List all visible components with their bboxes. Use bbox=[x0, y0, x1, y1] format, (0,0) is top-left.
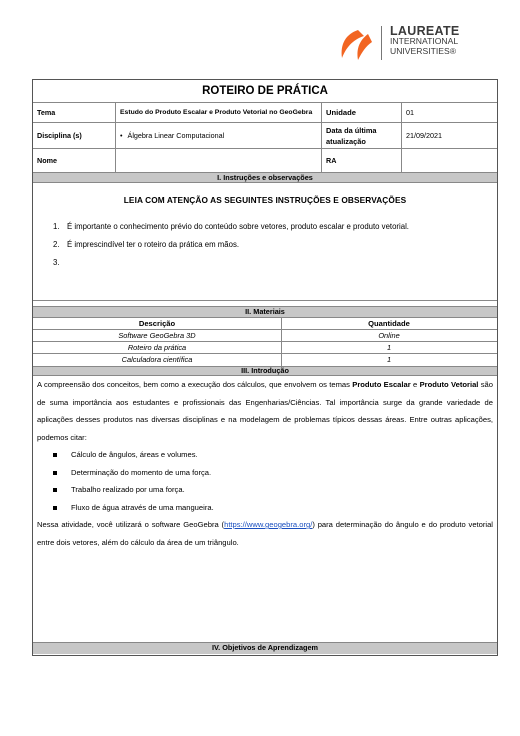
practice-guide-document bbox=[32, 79, 498, 656]
item-number: 3. bbox=[53, 258, 60, 267]
section-introducao-header: III. Introdução bbox=[33, 366, 497, 376]
item-number: 1. bbox=[53, 222, 60, 231]
bullet-text: Fluxo de água através de uma mangueira. bbox=[71, 502, 214, 512]
logo-line-3: UNIVERSITIES® bbox=[390, 46, 457, 56]
square-bullet-icon bbox=[53, 506, 57, 510]
material-qty: Online bbox=[378, 331, 400, 340]
disciplina-value: Álgebra Linear Computacional bbox=[127, 131, 225, 140]
material-qty: 1 bbox=[386, 343, 392, 352]
data-atualizacao-label: Data da última atualização bbox=[321, 123, 401, 148]
bullet-text: Determinação do momento de uma força. bbox=[71, 467, 212, 477]
square-bullet-icon bbox=[53, 471, 57, 475]
materials-col-quantidade: Quantidade bbox=[368, 319, 410, 328]
activity-text: ) para determinação do ângulo e do produto vetorial entre dois vetores, além do cálculo da área de um triângulo. bbox=[37, 520, 493, 547]
tema-label: Tema bbox=[37, 108, 56, 117]
disciplina-cell bbox=[115, 123, 321, 148]
material-desc: Software GeoGebra 3D bbox=[118, 331, 196, 340]
section-objetivos-header: IV. Objetivos de Aprendizagem bbox=[33, 642, 497, 654]
data-atualizacao-value: 21/09/2021 bbox=[401, 123, 497, 148]
bullet-text: Trabalho realizado por uma força. bbox=[71, 485, 185, 494]
divider bbox=[33, 300, 497, 301]
laureate-logo bbox=[338, 24, 468, 64]
tema-value: Estudo do Produto Escalar e Produto Vetorial no GeoGebra bbox=[115, 103, 321, 122]
intro-paragraph bbox=[37, 376, 493, 446]
intro-text: são de suma importância aos estudantes e profissionais das Engenharias/Ciências. Tal importância surge da grande variedade de aplicações desses produtos nas diversas disciplinas e na modelagem de problemas típicos dessas áreas. Entre outras aplicações, podemos citar: bbox=[37, 380, 493, 442]
activity-paragraph bbox=[37, 516, 493, 551]
unidade-value: 01 bbox=[401, 103, 497, 122]
logo-line-1: LAUREATE bbox=[390, 24, 460, 38]
intro-bold-term: Produto Vetorial bbox=[419, 380, 479, 389]
materials-col-descricao: Descrição bbox=[138, 319, 176, 328]
item-text: É imprescindível ter o roteiro da prática em mãos. bbox=[67, 240, 240, 249]
intro-text: A compreensão dos conceitos, bem como a execução dos cálculos, que envolvem os temas bbox=[37, 380, 353, 389]
item-text: É importante o conhecimento prévio do conteúdo sobre vetores, produto escalar e produto vetorial. bbox=[67, 222, 409, 231]
material-desc: Calculadora científica bbox=[121, 355, 193, 364]
square-bullet-icon bbox=[53, 453, 57, 457]
intro-bold-term: Produto Escalar bbox=[352, 380, 411, 389]
ra-value[interactable] bbox=[401, 149, 497, 172]
nome-row bbox=[33, 148, 497, 172]
section-instrucoes-header: I. Instruções e observações bbox=[33, 172, 497, 183]
laureate-flame-icon bbox=[338, 28, 374, 62]
nome-value[interactable] bbox=[115, 149, 321, 172]
item-number: 2. bbox=[53, 240, 60, 249]
bullet-text: Cálculo de ângulos, áreas e volumes. bbox=[71, 450, 198, 459]
logo-text bbox=[390, 26, 460, 56]
document-title: ROTEIRO DE PRÁTICA bbox=[202, 85, 328, 97]
square-bullet-icon bbox=[53, 488, 57, 492]
intro-text: e bbox=[410, 380, 420, 389]
disciplina-label: Disciplina (s) bbox=[37, 131, 82, 140]
ra-label: RA bbox=[321, 149, 401, 172]
section-materiais-header: II. Materiais bbox=[33, 306, 497, 318]
instructions-notice: LEIA COM ATENÇÃO AS SEGUINTES INSTRUÇÕES E OBSERVAÇÕES bbox=[123, 195, 407, 205]
bullet-icon: • bbox=[120, 131, 123, 140]
unidade-label: Unidade bbox=[321, 103, 401, 122]
logo-divider bbox=[381, 26, 382, 60]
column-divider bbox=[281, 318, 282, 366]
disciplina-row bbox=[33, 122, 497, 148]
logo-line-2: INTERNATIONAL bbox=[390, 36, 459, 46]
nome-label: Nome bbox=[37, 156, 57, 165]
tema-row bbox=[33, 102, 497, 122]
material-desc: Roteiro da prática bbox=[127, 343, 187, 352]
material-qty: 1 bbox=[386, 355, 392, 364]
activity-text: Nessa atividade, você utilizará o software GeoGebra ( bbox=[37, 520, 225, 529]
geogebra-link[interactable]: https://www.geogebra.org/ bbox=[224, 520, 313, 529]
